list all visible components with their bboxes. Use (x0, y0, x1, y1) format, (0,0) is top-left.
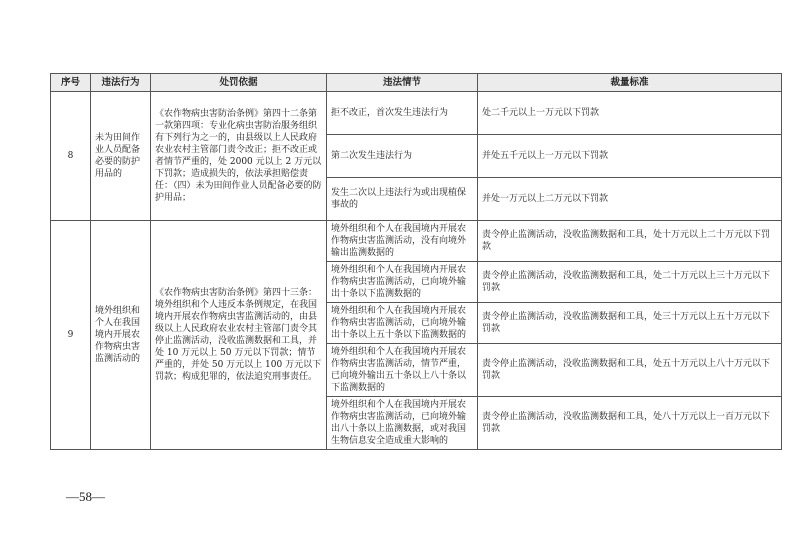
standard-cell: 责令停止监测活动，没收监测数据和工具，处二十万元以上三十万元以下罚款 (478, 262, 782, 303)
penalty-table (50, 73, 782, 450)
standard-cell: 处二千元以上一万元以下罚款 (478, 92, 782, 135)
violation-cell: 境外组织和个人在我国境内开展农作物病虫害监测活动的 (91, 221, 151, 450)
circumstance-cell: 境外组织和个人在我国境内开展农作物病虫害监测活动，情节严重，已向境外输出五十条以上八十条以下监测数据的 (327, 344, 478, 397)
circumstance-cell: 境外组织和个人在我国境内开展农作物病虫害监测活动，没有向境外输出监测数据的 (327, 221, 478, 262)
serial-no-cell: 8 (51, 92, 91, 221)
serial-no-cell: 9 (51, 221, 91, 450)
circumstance-cell: 境外组织和个人在我国境内开展农作物病虫害监测活动，已向境外输出八十条以上监测数据，或对我国生物信息安全造成重大影响的 (327, 397, 478, 450)
standard-cell: 责令停止监测活动，没收监测数据和工具，处五十万元以上八十万元以下罚款 (478, 344, 782, 397)
circumstance-cell: 第二次发生违法行为 (327, 135, 478, 178)
standard-cell: 并处一万元以上二万元以下罚款 (478, 178, 782, 221)
standard-cell: 并处五千元以上一万元以下罚款 (478, 135, 782, 178)
penalty-basis-cell: 《农作物病虫害防治条例》第四十二条第一款第四项：专业化病虫害防治服务组织有下列行为之一的，由县级以上人民政府农业农村主管部门责令改正；拒不改正或者情节严重的，处 2000 元以上 2 万元以下罚款；造成损失的，依法承担赔偿责任：（四）未为田间作业人员配备必要的防护用品； (151, 92, 327, 221)
circumstance-cell: 发生二次以上违法行为或出现植保事故的 (327, 178, 478, 221)
penalty-basis-cell: 《农作物病虫害防治条例》第四十三条：境外组织和个人违反本条例规定，在我国境内开展农作物病虫害监测活动的，由县级以上人民政府农业农村主管部门责令其停止监测活动，没收监测数据和工具，并处 10 万元以上 50 万元以下罚款；情节严重的，并处 50 万元以上 100 万元以下罚款；构成犯罪的，依法追究刑事责任。 (151, 221, 327, 450)
standard-cell: 责令停止监测活动，没收监测数据和工具，处十万元以上二十万元以下罚款 (478, 221, 782, 262)
table-row (51, 92, 782, 135)
table-header-row (51, 74, 782, 92)
page-number: —58— (66, 489, 105, 504)
header-serial-no: 序号 (51, 74, 91, 92)
standard-cell: 责令停止监测活动，没收监测数据和工具，处八十万元以上一百万元以下罚款 (478, 397, 782, 450)
circumstance-cell: 拒不改正，首次发生违法行为 (327, 92, 478, 135)
header-violation: 违法行为 (91, 74, 151, 92)
violation-cell: 未为田间作业人员配备必要的防护用品的 (91, 92, 151, 221)
standard-cell: 责令停止监测活动，没收监测数据和工具，处三十万元以上五十万元以下罚款 (478, 303, 782, 344)
table-row (51, 221, 782, 262)
header-standard: 裁量标准 (478, 74, 782, 92)
header-penalty-basis: 处罚依据 (151, 74, 327, 92)
header-circumstance: 违法情节 (327, 74, 478, 92)
circumstance-cell: 境外组织和个人在我国境内开展农作物病虫害监测活动，已向境外输出十条以下监测数据的 (327, 262, 478, 303)
circumstance-cell: 境外组织和个人在我国境内开展农作物病虫害监测活动，已向境外输出十条以上五十条以下监测数据的 (327, 303, 478, 344)
